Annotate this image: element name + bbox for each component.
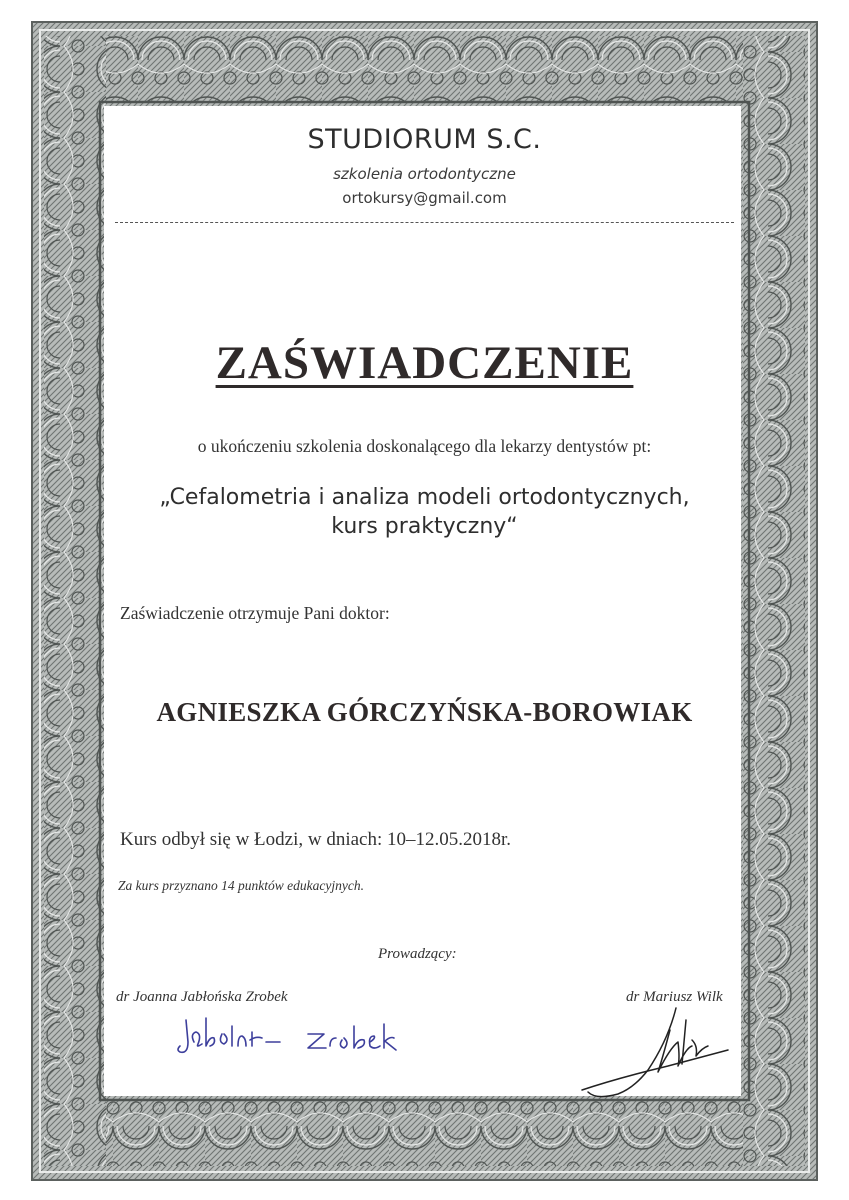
intro-text: o ukończeniu szkolenia doskonalącego dla lekarzy dentystów pt: xyxy=(197,436,652,456)
course-dates: Kurs odbył się w Łodzi, w dniach: 10–12.05.2018r. xyxy=(120,829,512,850)
education-points: Za kurs przyznano 14 punktów edukacyjnych. xyxy=(118,878,364,893)
lecturer-1-name: dr Joanna Jabłońska Zrobek xyxy=(116,989,288,1005)
course-title xyxy=(0,483,849,541)
certificate-title: ZAŚWIADCZENIE xyxy=(215,337,634,389)
signature-lecturer-1 xyxy=(176,1012,401,1064)
lecturers-label: Prowadzący: xyxy=(378,946,457,962)
course-title-line-2: kurs praktyczny“ xyxy=(331,514,518,539)
dashed-divider xyxy=(115,222,734,223)
recipient-name: AGNIESZKA GÓRCZYŃSKA-BOROWIAK xyxy=(156,697,693,727)
signature-lecturer-2 xyxy=(578,1000,738,1100)
course-title-line-1: „Cefalometria i analiza modeli ortodontycznych, xyxy=(159,485,690,510)
organization-name: STUDIORUM S.C. xyxy=(307,124,542,155)
organization-subtitle: szkolenia ortodontyczne xyxy=(333,165,516,183)
lecturer-2-name: dr Mariusz Wilk xyxy=(626,989,723,1005)
organization-email: ortokursy@gmail.com xyxy=(342,189,507,207)
recipient-label: Zaświadczenie otrzymuje Pani doktor: xyxy=(120,603,390,623)
